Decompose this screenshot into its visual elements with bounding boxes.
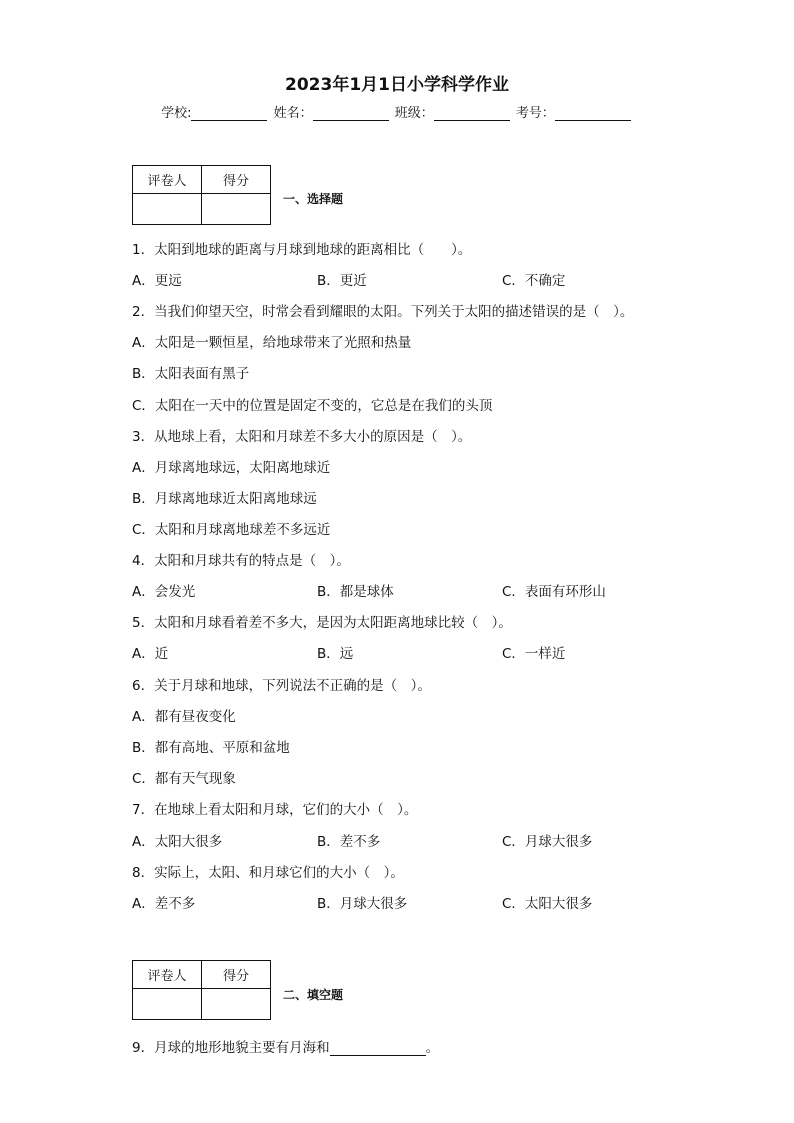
option-6b[interactable]: B．都有高地、平原和盆地 — [132, 740, 290, 756]
option-7c[interactable]: C．月球大很多 — [502, 834, 593, 850]
question-8: 8．实际上，太阳、和月球它们的大小（ ）。 — [132, 865, 404, 881]
option-8b[interactable]: B．月球大很多 — [317, 896, 408, 912]
question-9-end: 。 — [425, 1040, 440, 1056]
class-blank[interactable] — [434, 107, 510, 121]
option-1b[interactable]: B．更近 — [317, 273, 367, 289]
reviewer-cell[interactable] — [133, 989, 202, 1020]
option-5c[interactable]: C．一样近 — [502, 646, 566, 662]
option-2c[interactable]: C．太阳在一天中的位置是固定不变的，它总是在我们的头顶 — [132, 398, 493, 414]
option-1c[interactable]: C．不确定 — [502, 273, 566, 289]
option-6a[interactable]: A．都有昼夜变化 — [132, 709, 236, 725]
question-6: 6．关于月球和地球，下列说法不正确的是（ ）。 — [132, 678, 431, 694]
option-7b[interactable]: B．差不多 — [317, 834, 381, 850]
class-label: 班级： — [394, 106, 434, 121]
option-3b[interactable]: B．月球离地球近太阳离地球远 — [132, 491, 317, 507]
score-table-2 — [132, 960, 271, 1020]
option-6c[interactable]: C．都有天气现象 — [132, 771, 236, 787]
score-header: 得分 — [202, 166, 271, 194]
question-4: 4．太阳和月球共有的特点是（ ）。 — [132, 553, 350, 569]
question-9-text: 9．月球的地形地貌主要有月海和 — [132, 1040, 330, 1056]
score-cell[interactable] — [202, 194, 271, 225]
option-7a[interactable]: A．太阳大很多 — [132, 834, 223, 850]
question-7: 7．在地球上看太阳和月球，它们的大小（ ）。 — [132, 802, 418, 818]
question-5: 5．太阳和月球看着差不多大，是因为太阳距离地球比较（ ）。 — [132, 615, 512, 631]
section-title-fill: 二、填空题 — [283, 988, 344, 1002]
option-2b[interactable]: B．太阳表面有黑子 — [132, 366, 250, 382]
option-8a[interactable]: A．差不多 — [132, 896, 196, 912]
option-5a[interactable]: A．近 — [132, 646, 169, 662]
exam-no-label: 考号： — [515, 106, 555, 121]
page-title: 2023年1月1日小学科学作业 — [285, 75, 509, 95]
option-4a[interactable]: A．会发光 — [132, 584, 196, 600]
school-label: 学校: — [161, 106, 192, 121]
name-blank[interactable] — [313, 107, 389, 121]
score-header: 得分 — [202, 961, 271, 989]
question-3: 3．从地球上看，太阳和月球差不多大小的原因是（ ）。 — [132, 429, 472, 445]
option-5b[interactable]: B．远 — [317, 646, 354, 662]
option-4b[interactable]: B．都是球体 — [317, 584, 394, 600]
exam-no-blank[interactable] — [555, 107, 631, 121]
option-2a[interactable]: A．太阳是一颗恒星，给地球带来了光照和热量 — [132, 335, 412, 351]
option-1a[interactable]: A．更远 — [132, 273, 182, 289]
question-2: 2．当我们仰望天空，时常会看到耀眼的太阳。下列关于太阳的描述错误的是（ ）。 — [132, 304, 634, 320]
question-1: 1．太阳到地球的距离与月球到地球的距离相比（ ）。 — [132, 242, 472, 258]
score-table-1 — [132, 165, 271, 225]
name-label: 姓名： — [273, 106, 313, 121]
reviewer-cell[interactable] — [133, 194, 202, 225]
answer-blank[interactable] — [330, 1041, 426, 1056]
score-cell[interactable] — [202, 989, 271, 1020]
option-4c[interactable]: C．表面有环形山 — [502, 584, 606, 600]
reviewer-header: 评卷人 — [133, 961, 202, 989]
section-title-choice: 一、选择题 — [283, 192, 344, 206]
school-blank[interactable] — [191, 107, 267, 121]
option-3c[interactable]: C．太阳和月球离地球差不多远近 — [132, 522, 331, 538]
option-3a[interactable]: A．月球离地球远，太阳离地球近 — [132, 460, 331, 476]
option-8c[interactable]: C．太阳大很多 — [502, 896, 593, 912]
student-info-line — [0, 102, 794, 121]
reviewer-header: 评卷人 — [133, 166, 202, 194]
question-9 — [132, 1036, 439, 1056]
